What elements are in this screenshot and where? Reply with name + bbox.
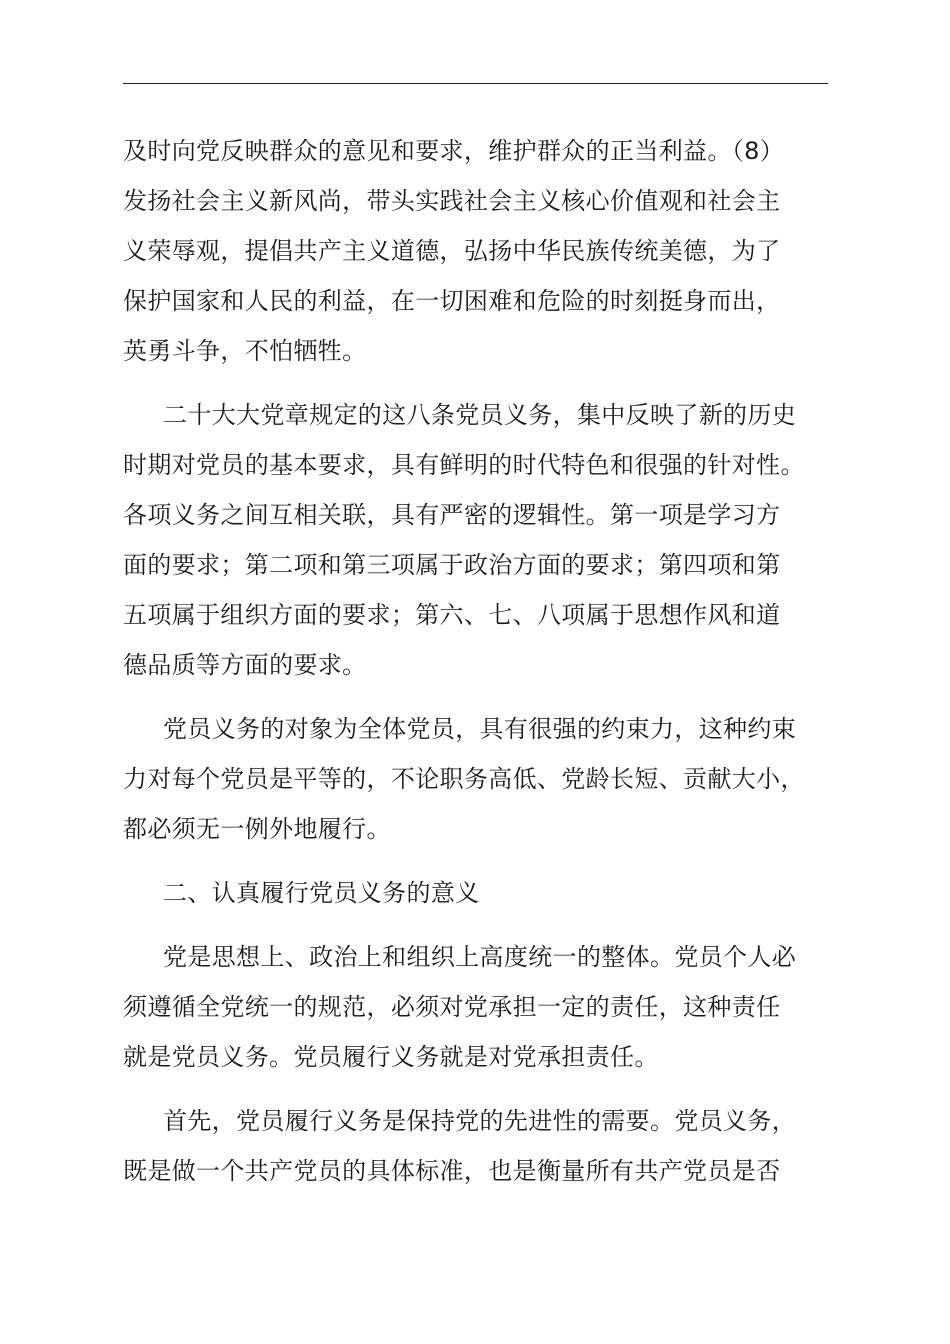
paragraph-spacer	[123, 690, 843, 704]
paragraph-spacer	[123, 1082, 843, 1096]
text-line: 都必须无一例外地履行。	[123, 815, 391, 843]
paragraph	[123, 1096, 843, 1196]
paragraph-spacer	[123, 854, 843, 868]
paragraph	[123, 704, 843, 854]
header-rule	[123, 83, 828, 84]
text-line: 保护国家和人民的利益，在一切困难和危险的时刻挺身而出，	[123, 287, 781, 315]
text-line: 面的要求；第二项和第三项属于政治方面的要求；第四项和第	[123, 551, 781, 579]
text-line: 五项属于组织方面的要求；第六、七、八项属于思想作风和道	[123, 601, 781, 629]
text-line: 及时向党反映群众的意见和要求，维护群众的正当利益。（8）	[123, 137, 785, 165]
text-line: 须遵循全党统一的规范，必须对党承担一定的责任，这种责任	[123, 993, 781, 1021]
text-line: 就是党员义务。党员履行义务就是对党承担责任。	[123, 1043, 659, 1071]
text-line: 各项义务之间互相关联，具有严密的逻辑性。第一项是学习方	[123, 501, 781, 529]
text-line: 党员义务的对象为全体党员，具有很强的约束力，这种约束	[163, 715, 797, 743]
text-line: 时期对党员的基本要求，具有鲜明的时代特色和很强的针对性。	[123, 451, 805, 479]
text-line: 党是思想上、政治上和组织上高度统一的整体。党员个人必	[163, 943, 797, 971]
paragraph	[123, 932, 843, 1082]
body-text	[123, 126, 843, 1196]
text-line: 义荣辱观，提倡共产主义道德，弘扬中华民族传统美德，为了	[123, 237, 781, 265]
text-line: 二、认真履行党员义务的意义	[163, 879, 480, 907]
text-line: 发扬社会主义新风尚，带头实践社会主义核心价值观和社会主	[123, 187, 781, 215]
text-line: 德品质等方面的要求。	[123, 651, 367, 679]
paragraph	[123, 126, 843, 376]
paragraph	[123, 868, 843, 918]
text-line: 首先，党员履行义务是保持党的先进性的需要。党员义务，	[163, 1107, 797, 1135]
text-line: 力对每个党员是平等的，不论职务高低、党龄长短、贡献大小，	[123, 765, 805, 793]
paragraph	[123, 390, 843, 690]
text-line: 既是做一个共产党员的具体标准，也是衡量所有共产党员是否	[123, 1157, 781, 1185]
text-line: 二十大大党章规定的这八条党员义务，集中反映了新的历史	[163, 401, 797, 429]
paragraph-spacer	[123, 376, 843, 390]
paragraph-spacer	[123, 918, 843, 932]
text-line: 英勇斗争，不怕牺牲。	[123, 337, 367, 365]
